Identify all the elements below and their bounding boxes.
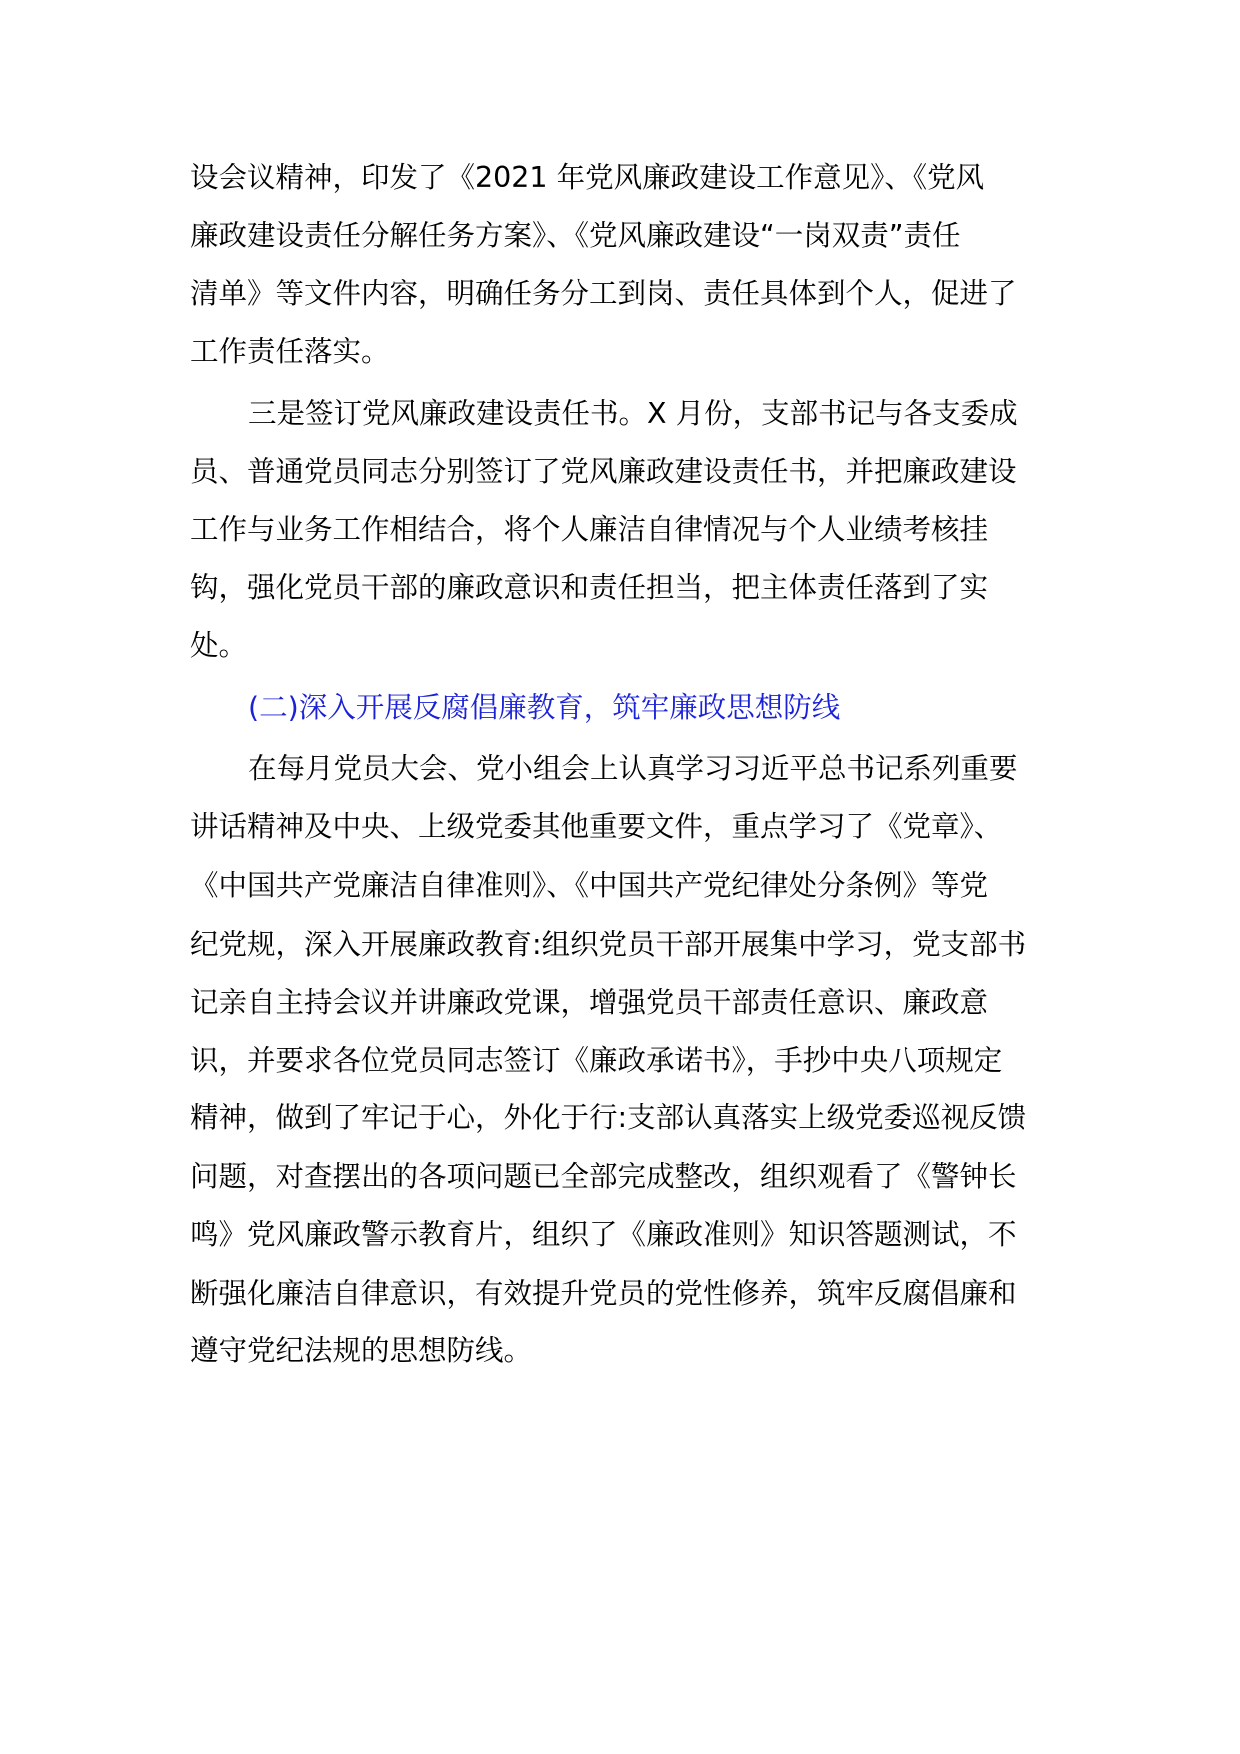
paragraph-line: 精神，做到了牢记于心，外化于行:支部认真落实上级党委巡视反馈 bbox=[190, 1101, 1027, 1134]
paragraph-line: 处。 bbox=[190, 629, 248, 662]
paragraph-line: 遵守党纪法规的思想防线。 bbox=[190, 1334, 533, 1367]
section-heading: (二)深入开展反腐倡廉教育，筑牢廉政思想防线 bbox=[248, 691, 841, 724]
paragraph-line: 《中国共产党廉洁自律准则》、《中国共产党纪律处分条例》等党 bbox=[190, 869, 989, 902]
paragraph-line: 讲话精神及中央、上级党委其他重要文件，重点学习了《党章》、 bbox=[190, 810, 1003, 843]
paragraph-line: 工作与业务工作相结合，将个人廉洁自律情况与个人业绩考核挂 bbox=[190, 513, 989, 546]
paragraph-line: 记亲自主持会议并讲廉政党课，增强党员干部责任意识、廉政意 bbox=[190, 986, 989, 1019]
paragraph-line: 钩，强化党员干部的廉政意识和责任担当，把主体责任落到了实 bbox=[190, 571, 989, 604]
paragraph-line: 设会议精神，印发了《2021 年党风廉政建设工作意见》、《党风 bbox=[190, 161, 985, 194]
paragraph-line: 断强化廉洁自律意识，有效提升党员的党性修养，筑牢反腐倡廉和 bbox=[190, 1277, 1017, 1310]
paragraph-line: 鸣》党风廉政警示教育片，组织了《廉政准则》知识答题测试，不 bbox=[190, 1218, 1017, 1251]
paragraph-line: 问题，对查摆出的各项问题已全部完成整改，组织观看了《警钟长 bbox=[190, 1160, 1017, 1193]
paragraph-line: 员、普通党员同志分别签订了党风廉政建设责任书，并把廉政建设 bbox=[190, 455, 1017, 488]
paragraph-line: 识，并要求各位党员同志签订《廉政承诺书》，手抄中央八项规定 bbox=[190, 1044, 1003, 1077]
paragraph-line: 清单》等文件内容，明确任务分工到岗、责任具体到个人，促进了 bbox=[190, 277, 1017, 310]
paragraph-line: 工作责任落实。 bbox=[190, 335, 390, 368]
paragraph-line: 三是签订党风廉政建设责任书。X 月份，支部书记与各支委成 bbox=[248, 397, 1018, 430]
paragraph-line: 在每月党员大会、党小组会上认真学习习近平总书记系列重要 bbox=[248, 752, 1018, 785]
paragraph-line: 纪党规，深入开展廉政教育:组织党员干部开展集中学习，党支部书 bbox=[190, 928, 1027, 961]
paragraph-line: 廉政建设责任分解任务方案》、《党风廉政建设“一岗双责”责任 bbox=[190, 219, 961, 252]
